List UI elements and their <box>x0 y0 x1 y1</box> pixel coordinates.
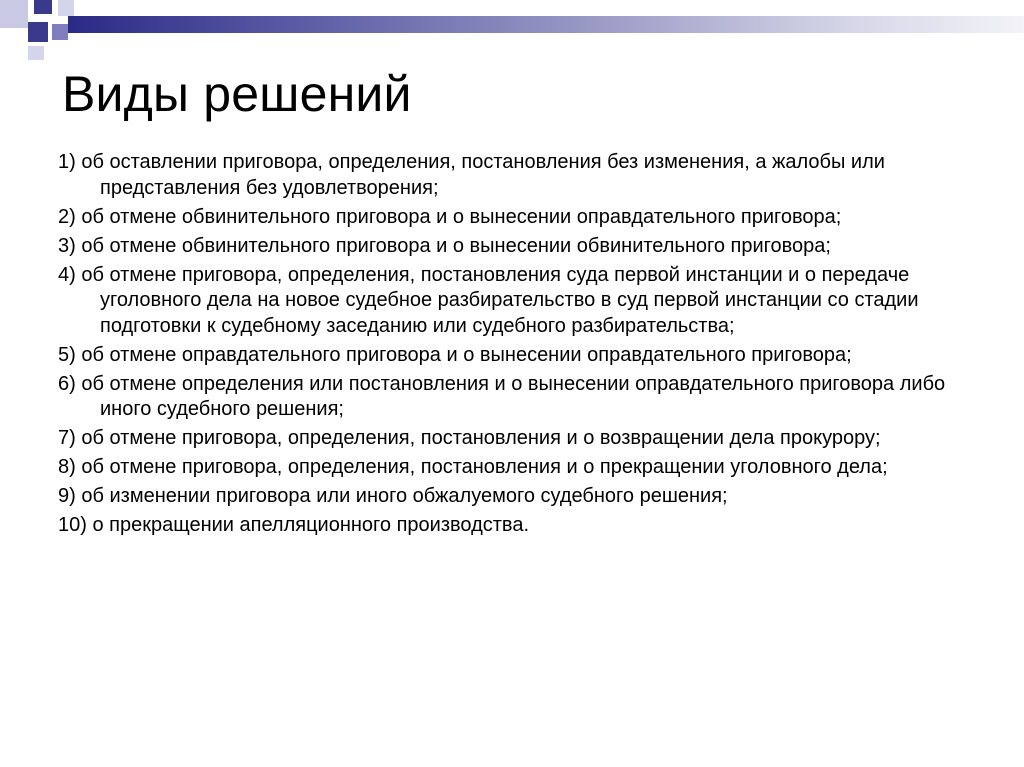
header-gradient-bar <box>68 16 1024 33</box>
decor-square <box>58 0 74 16</box>
list-item: 8) об отмене приговора, определения, постановления и о прекращении уголовного дела; <box>58 456 888 478</box>
list-item: 1) об оставлении приговора, определения, постановления без изменения, а жалобы или представления без удовлетворения; <box>58 151 885 199</box>
list-item: 4) об отмене приговора, определения, постановления суда первой инстанции и о передаче уголовного дела на новое судебное разбирательство в суд первой инстанции со стадии подготовки к судебному заседанию или судебного разбирательства; <box>58 263 919 337</box>
decision-list <box>58 150 988 542</box>
list-item: 10) о прекращении апелляционного производства. <box>58 514 530 536</box>
list-item: 5) об отмене оправдательного приговора и о вынесении оправдательного приговора; <box>58 343 852 366</box>
decor-square <box>52 24 68 40</box>
decor-square <box>28 22 48 42</box>
decor-square <box>6 32 24 50</box>
list-item: 7) об отмене приговора, определения, постановления и о возвращении дела прокурору; <box>58 427 881 449</box>
list-item: 2) об отмене обвинительного приговора и о вынесении оправдательного приговора; <box>58 205 842 228</box>
list-item: 6) об отмене определения или постановления и о вынесении оправдательного приговора либо иного судебного решения; <box>58 372 946 420</box>
decor-square <box>34 0 52 14</box>
list-item: 9) об изменении приговора или иного обжалуемого судебного решения; <box>58 485 728 507</box>
decor-square <box>28 46 44 60</box>
list-item: 3) об отмене обвинительного приговора и о вынесении обвинительного приговора; <box>58 234 831 257</box>
decor-square <box>0 0 28 28</box>
slide-title: Виды решений <box>62 66 412 122</box>
